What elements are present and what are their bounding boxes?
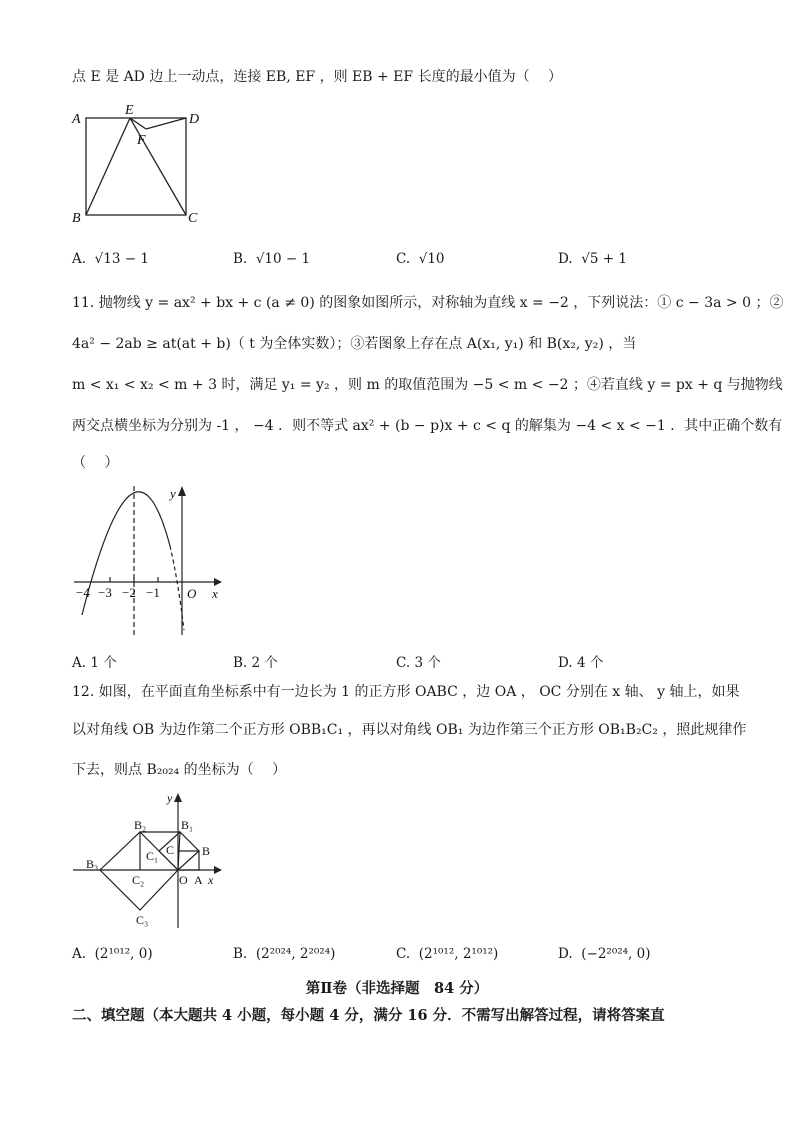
q12-label-b1: B₁	[181, 818, 194, 832]
q10-label-a: A	[72, 112, 81, 127]
choice-text: 1 个	[90, 655, 117, 671]
choice-text: (2²⁰²⁴, 2²⁰²⁴)	[255, 946, 336, 962]
choice-letter: C.	[396, 251, 411, 267]
q12-label-c2: C₂	[132, 873, 145, 887]
q10-choice-b[interactable]	[233, 251, 310, 267]
q12-origin-label: O	[179, 873, 188, 887]
q11-tick--4: −4	[76, 585, 90, 600]
choice-text: 4 个	[576, 655, 604, 671]
choice-letter: B.	[233, 655, 248, 671]
choice-text: 3 个	[414, 655, 441, 671]
choice-letter: C.	[396, 946, 411, 962]
q11-line-5: （ ）	[72, 455, 119, 471]
choice-letter: D.	[558, 251, 573, 267]
q12-x-label: x	[208, 873, 214, 887]
q11-tick--1: −1	[146, 585, 160, 600]
q12-choice-c[interactable]	[396, 946, 498, 962]
q10-stem: 点 E 是 AD 边上一动点，连接 EB, EF ，则 EB + EF 长度的最小值为（ ）	[72, 69, 563, 85]
q10-label-c: C	[188, 211, 198, 226]
choice-text: (2¹⁰¹², 0)	[94, 946, 153, 962]
q11-choice-a[interactable]	[72, 651, 117, 671]
q12-choice-d[interactable]	[558, 946, 651, 962]
q10-label-b: B	[72, 211, 81, 226]
q11-line-3: m < x₁ < x₂ < m + 3 时，满足 y₁ = y₂ ，则 m 的取值范围为 −5 < m < −2 ；④若直线 y = px + q 与抛物线	[72, 377, 783, 393]
q12-line-2: 以对角线 OB 为边作第二个正方形 OBB₁C₁ ，再以对角线 OB₁ 为边作第三个正方形 OB₁B₂C₂ ，照此规律作	[72, 722, 747, 738]
q11-line-4: 两交点横坐标为分别为 -1 ， −4 ．则不等式 ax² + (b − p)x + c < q 的解集为 −4 < x < −1 ．其中正确个数有	[72, 418, 783, 434]
choice-letter: D.	[558, 946, 573, 962]
choice-letter: C.	[396, 655, 411, 671]
choice-letter: B.	[233, 251, 248, 267]
q10-label-d: D	[189, 112, 200, 127]
choice-text: √13 − 1	[94, 251, 149, 267]
q10-label-f: F	[137, 133, 146, 148]
q10-label-e: E	[125, 103, 134, 118]
choice-letter: A.	[72, 655, 87, 671]
q11-line-2: 4a² − 2ab ≥ at(at + b)（ t 为全体实数）；③若图象上存在点 A(x₁, y₁) 和 B(x₂, y₂) ，当	[72, 336, 637, 352]
q12-line-3: 下去，则点 B₂₀₂₄ 的坐标为（ ）	[72, 762, 287, 778]
q10-square-figure	[66, 102, 206, 227]
q12-label-c3: C₃	[136, 913, 149, 927]
q11-parabola-figure	[66, 480, 226, 640]
q12-label-a: A	[194, 873, 203, 887]
q12-choice-a[interactable]	[72, 946, 153, 962]
q12-label-b3: B₃	[86, 857, 99, 871]
q12-y-label: y	[167, 791, 173, 805]
q10-choice-c[interactable]	[396, 251, 445, 267]
choice-text: (−2²⁰²⁴, 0)	[581, 946, 651, 962]
section2-heading: 二、填空题（本大题共 4 小题，每小题 4 分，满分 16 分．不需写出解答过程，请将答案直	[72, 1007, 665, 1024]
choice-text: √5 + 1	[581, 251, 627, 267]
choice-text: (2¹⁰¹², 2¹⁰¹²)	[418, 946, 499, 962]
q11-line-1: 11. 抛物线 y = ax² + bx + c (a ≠ 0) 的图象如图所示，对称轴为直线 x = −2 ，下列说法：① c − 3a > 0 ；②	[72, 295, 784, 311]
q11-tick--2: −2	[122, 585, 136, 600]
part2-heading: 第Ⅱ卷（非选择题 84 分）	[305, 980, 489, 997]
q11-origin-label: O	[187, 586, 197, 601]
q12-label-c1: C₁	[146, 849, 159, 863]
q12-choice-b[interactable]	[233, 946, 335, 962]
choice-text: √10	[418, 251, 445, 267]
q12-squares-figure	[68, 788, 228, 933]
choice-letter: D.	[558, 655, 573, 671]
q11-y-label: y	[170, 486, 176, 501]
q11-tick--3: −3	[98, 585, 112, 600]
choice-letter: A.	[72, 251, 87, 267]
choice-letter: B.	[233, 946, 248, 962]
q11-x-label: x	[212, 586, 218, 601]
q10-choice-a[interactable]	[72, 251, 149, 267]
q10-choice-d[interactable]	[558, 251, 627, 267]
q12-label-b: B	[202, 844, 211, 858]
q11-choice-b[interactable]	[233, 651, 278, 671]
choice-text: √10 − 1	[255, 251, 311, 267]
q12-line-1: 12. 如图，在平面直角坐标系中有一边长为 1 的正方形 OABC ，边 OA ， OC 分别在 x 轴、 y 轴上，如果	[72, 684, 740, 700]
choice-text: 2 个	[251, 655, 278, 671]
q11-choice-c[interactable]	[396, 651, 441, 671]
q12-label-c: C	[166, 843, 175, 857]
q12-label-b2: B₂	[134, 818, 147, 832]
q11-choice-d[interactable]	[558, 651, 603, 671]
choice-letter: A.	[72, 946, 87, 962]
